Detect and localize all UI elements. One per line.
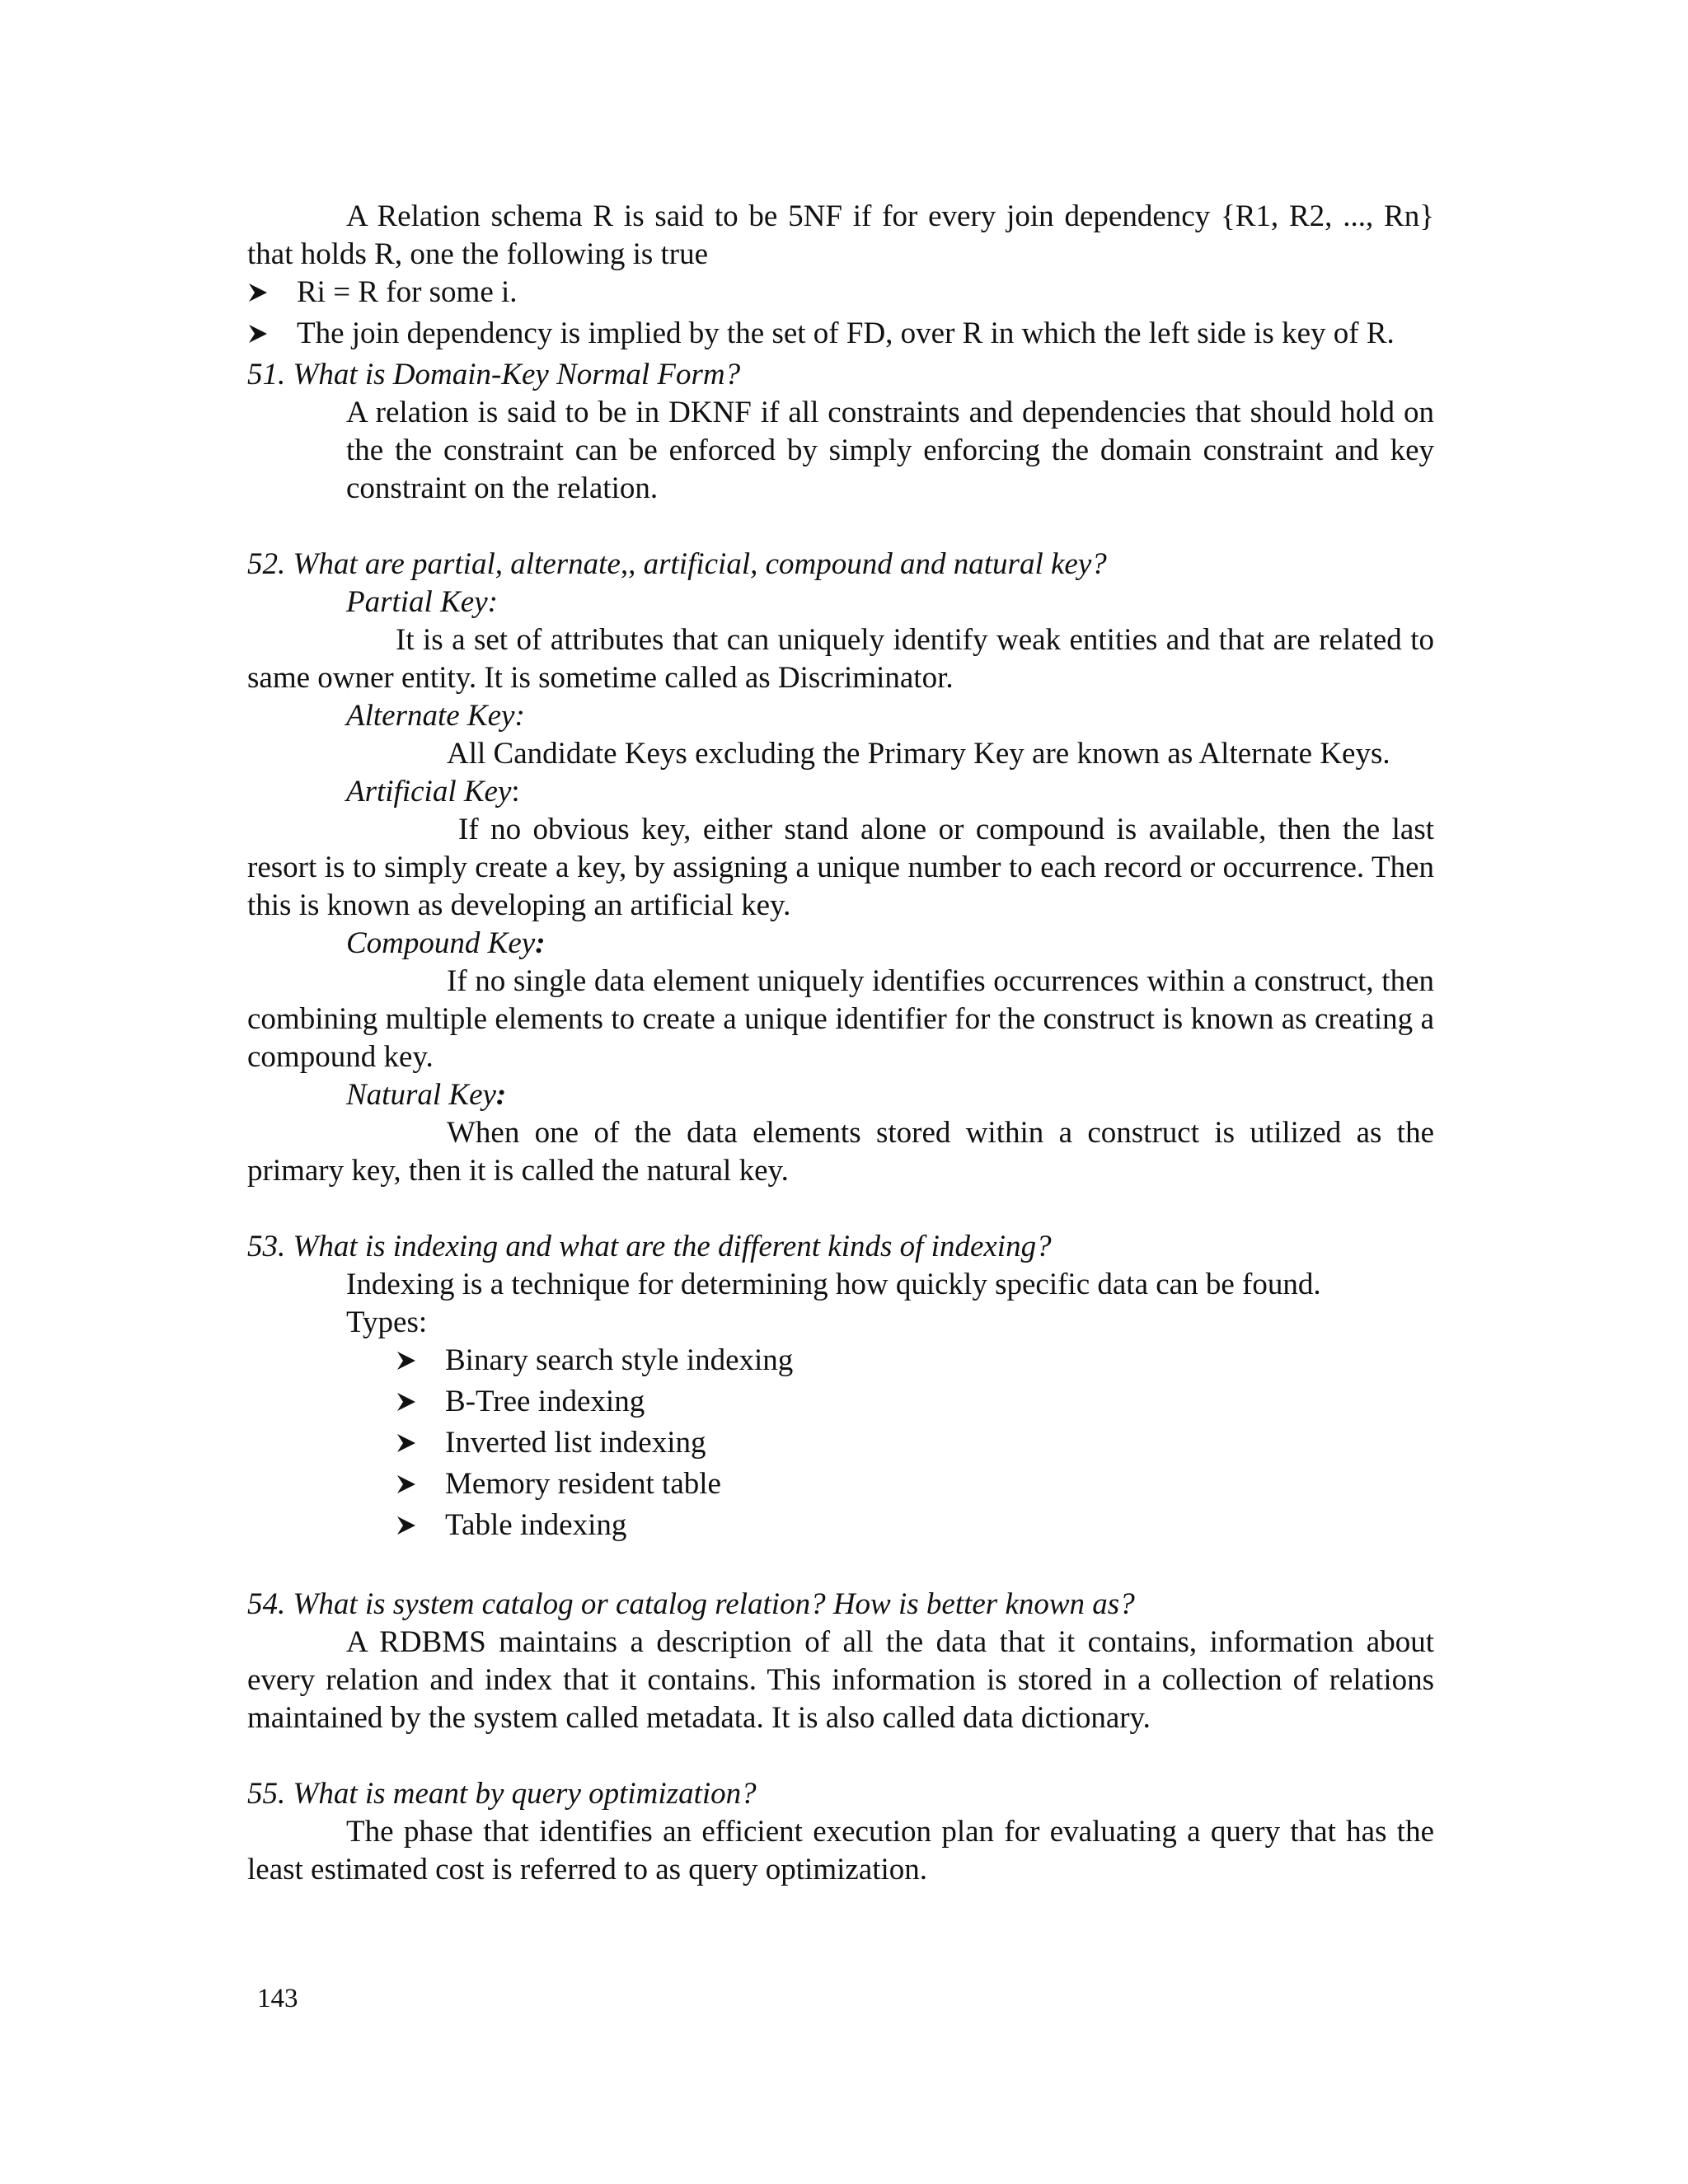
natural-key-heading: Natural Key: (346, 1078, 507, 1112)
arrow-bullet-icon (247, 274, 280, 312)
natural-key-text: When one of the data elements stored within a construct is utilized as the primary key, then it is called the natural key. (247, 1116, 1434, 1188)
artificial-key-text: If no obvious key, either stand alone or compound is available, then the last resort is to simply create a key, by assigning a unique number to each record or occurrence. Then this is known as developing an artificial key. (247, 813, 1434, 922)
page-number: 143 (257, 1984, 298, 2013)
intro-paragraph: A Relation schema R is said to be 5NF if for every join dependency {R1, R2, ..., Rn} that holds R, one the following is true (247, 199, 1434, 271)
list-item: Binary search style indexing (247, 1342, 1434, 1380)
alternate-key-text: All Candidate Keys excluding the Primary Key are known as Alternate Keys. (447, 737, 1390, 771)
compound-key-text: If no single data element uniquely identifies occurrences within a construct, then combining multiple elements to create a unique identifier for the construct is known as creating a compound key. (247, 964, 1434, 1074)
partial-key-heading: Partial Key: (346, 585, 498, 619)
answer-55: The phase that identifies an efficient execution plan for evaluating a query that has the least estimated cost is referred to as query optimization. (247, 1815, 1434, 1886)
question-55: 55. What is meant by query optimization? (247, 1777, 757, 1811)
question-51: 51. What is Domain-Key Normal Form? (247, 358, 741, 391)
answer-51: A relation is said to be in DKNF if all constraints and dependencies that should hold on the the constraint can be enforced by simply enforcing the domain constraint and key constraint on the relation. (346, 396, 1434, 505)
list-item: The join dependency is implied by the set of FD, over R in which the left side is key of R. (247, 315, 1434, 353)
list-item: Ri = R for some i. (247, 274, 1434, 312)
compound-key-heading: Compound Key: (346, 926, 546, 960)
arrow-bullet-icon (396, 1424, 429, 1462)
arrow-bullet-icon (396, 1342, 429, 1380)
arrow-bullet-icon (247, 315, 280, 353)
list-item: B-Tree indexing (247, 1383, 1434, 1421)
index-types-list (247, 1342, 1434, 1544)
question-54: 54. What is system catalog or catalog relation? How is better known as? (247, 1587, 1135, 1621)
artificial-key-heading: Artificial Key: (346, 775, 520, 808)
question-52: 52. What are partial, alternate,, artificial, compound and natural key? (247, 547, 1107, 581)
intro-bullet-list (247, 274, 1434, 353)
arrow-bullet-icon (396, 1465, 429, 1503)
question-53: 53. What is indexing and what are the different kinds of indexing? (247, 1230, 1052, 1263)
arrow-bullet-icon (396, 1507, 429, 1544)
arrow-bullet-icon (396, 1383, 429, 1421)
answer-54: A RDBMS maintains a description of all the data that it contains, information about every relation and index that it contains. This information is stored in a collection of relations maintained by the system called metadata. It is also called data dictionary. (247, 1625, 1434, 1735)
partial-key-text: It is a set of attributes that can uniquely identify weak entities and that are related to same owner entity. It is sometime called as Discriminator. (247, 623, 1434, 695)
list-item: Inverted list indexing (247, 1424, 1434, 1462)
alternate-key-heading: Alternate Key: (346, 699, 525, 733)
list-item: Memory resident table (247, 1465, 1434, 1503)
answer-53: Indexing is a technique for determining how quickly specific data can be found. (346, 1268, 1321, 1301)
list-item: Table indexing (247, 1507, 1434, 1544)
types-label: Types: (346, 1305, 428, 1339)
document-page (247, 198, 1434, 1889)
